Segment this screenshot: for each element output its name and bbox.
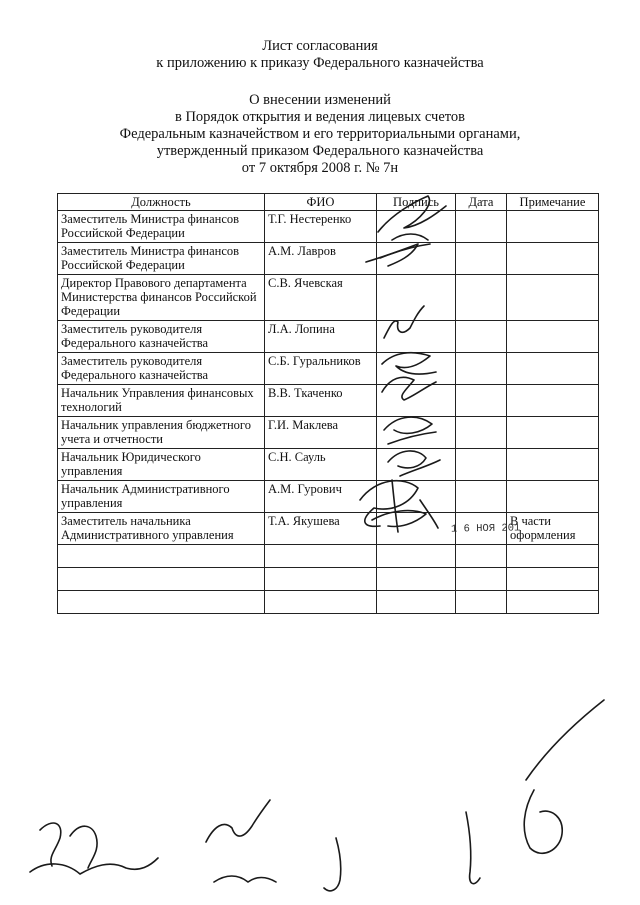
signature-cell (377, 211, 456, 243)
fio-cell: А.М. Лавров (265, 243, 377, 275)
signature-bottom-6 (466, 812, 480, 884)
empty-row (58, 568, 599, 591)
date-cell (456, 275, 507, 321)
empty-cell (58, 591, 265, 614)
note-cell (507, 481, 599, 513)
empty-cell (377, 591, 456, 614)
fio-cell: Г.И. Маклева (265, 417, 377, 449)
column-header-fio: ФИО (265, 194, 377, 211)
date-stamp: 1 6 НОЯ 201 (450, 522, 521, 536)
signature-bottom-7 (524, 700, 604, 853)
table-row (58, 243, 599, 275)
note-cell (507, 417, 599, 449)
table-row (58, 385, 599, 417)
fio-cell: Т.А. Якушева (265, 513, 377, 545)
column-header-note: Примечание (507, 194, 599, 211)
date-cell (450, 513, 521, 545)
fio-cell: С.В. Ячевская (265, 275, 377, 321)
date-cell (456, 449, 507, 481)
position-cell: Директор Правового департамента Министерства финансов Российской Федерации (58, 275, 265, 321)
note-cell (507, 449, 599, 481)
fio-cell: Л.А. Лопина (265, 321, 377, 353)
empty-cell (377, 568, 456, 591)
empty-row (58, 591, 599, 614)
subject-line-3: Федеральным казначейством и его территориальными органами, (119, 126, 521, 142)
column-header-date: Дата (456, 194, 507, 211)
table-row (58, 211, 599, 243)
empty-row (58, 545, 599, 568)
position-cell: Начальник управления бюджетного учета и отчетности (58, 417, 265, 449)
signature-bottom-3 (206, 800, 270, 842)
empty-cell (456, 591, 507, 614)
fio-cell: В.В. Ткаченко (265, 385, 377, 417)
sheet-title (0, 38, 640, 72)
signature-cell (377, 449, 456, 481)
note-cell (507, 321, 599, 353)
column-header-position: Должность (58, 194, 265, 211)
note-cell (507, 385, 599, 417)
date-cell (456, 243, 507, 275)
subject-line-5: от 7 октября 2008 г. № 7н (241, 160, 399, 176)
table-row (58, 513, 599, 545)
signature-cell (377, 417, 456, 449)
table-row (58, 321, 599, 353)
date-cell (456, 353, 507, 385)
empty-cell (265, 568, 377, 591)
signature-cell (377, 481, 456, 513)
fio-cell: С.Б. Гуральников (265, 353, 377, 385)
subject-line-2: в Порядок открытия и ведения лицевых счетов (174, 109, 466, 125)
table-row (58, 449, 599, 481)
position-cell: Начальник Административного управления (58, 481, 265, 513)
note-cell (507, 211, 599, 243)
empty-cell (456, 568, 507, 591)
subject-line-1: О внесении изменений (249, 92, 391, 108)
note-cell (507, 275, 599, 321)
position-cell: Заместитель руководителя Федерального казначейства (58, 353, 265, 385)
signature-cell (377, 321, 456, 353)
column-header-signature: Подпись (377, 194, 456, 211)
position-cell: Заместитель Министра финансов Российской Федерации (58, 243, 265, 275)
title-line-2: к приложению к приказу Федерального казначейства (156, 55, 484, 71)
note-cell (507, 243, 599, 275)
position-cell: Начальник Юридического управления (58, 449, 265, 481)
signature-cell (377, 385, 456, 417)
signature-bottom-4 (214, 876, 276, 882)
approval-table (57, 193, 599, 614)
fio-cell: Т.Г. Нестеренко (265, 211, 377, 243)
date-cell (456, 481, 507, 513)
empty-cell (507, 568, 599, 591)
fio-cell: А.М. Гурович (265, 481, 377, 513)
signature-cell (377, 513, 456, 545)
empty-cell (265, 591, 377, 614)
table-row (58, 275, 599, 321)
position-cell: Заместитель Министра финансов Российской Федерации (58, 211, 265, 243)
signature-cell (377, 243, 456, 275)
empty-cell (58, 545, 265, 568)
position-cell: Начальник Управления финансовых технологий (58, 385, 265, 417)
position-cell: Заместитель руководителя Федерального казначейства (58, 321, 265, 353)
fio-cell: С.Н. Сауль (265, 449, 377, 481)
date-cell (456, 417, 507, 449)
empty-cell (58, 568, 265, 591)
date-cell (456, 211, 507, 243)
empty-cell (377, 545, 456, 568)
signature-bottom-2 (30, 858, 158, 874)
empty-cell (507, 591, 599, 614)
order-subject (0, 92, 640, 177)
signature-bottom-1 (40, 823, 97, 868)
signature-cell (377, 275, 456, 321)
table-row (58, 481, 599, 513)
empty-cell (456, 545, 507, 568)
date-cell (456, 385, 507, 417)
signature-bottom-5 (324, 838, 341, 891)
title-line-1: Лист согласования (262, 38, 378, 54)
table-row (58, 353, 599, 385)
subject-line-4: утвержденный приказом Федерального казначейства (156, 143, 484, 159)
empty-cell (265, 545, 377, 568)
signature-cell (377, 353, 456, 385)
table-header-row (58, 194, 599, 211)
date-cell (456, 321, 507, 353)
empty-cell (507, 545, 599, 568)
position-cell: Заместитель начальника Административного управления (58, 513, 265, 545)
note-cell: В части оформления (507, 513, 599, 545)
note-cell (507, 353, 599, 385)
table-row (58, 417, 599, 449)
